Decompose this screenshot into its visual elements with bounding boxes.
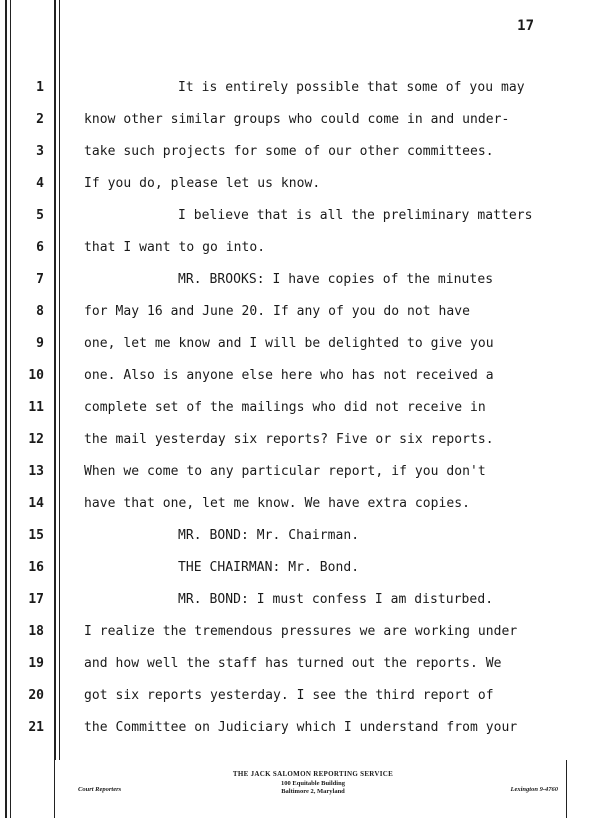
service-name: THE JACK SALOMON REPORTING SERVICE <box>232 770 394 778</box>
transcript-line: I believe that is all the preliminary matters <box>178 208 533 223</box>
line-number: 7 <box>36 272 44 287</box>
transcript-line: for May 16 and June 20. If any of you do not have <box>84 304 470 319</box>
speaker-line: THE CHAIRMAN: Mr. Bond. <box>178 560 360 575</box>
line-number: 9 <box>36 336 44 351</box>
line-number: 21 <box>28 720 44 735</box>
line-number: 2 <box>36 112 44 127</box>
line-number-rule <box>54 0 56 760</box>
line-number: 14 <box>28 496 44 511</box>
left-margin-rule <box>5 0 7 818</box>
transcript-line: I realize the tremendous pressures we are working under <box>84 624 518 639</box>
footer-left-label: Court Reporters <box>78 786 122 793</box>
line-number: 16 <box>28 560 44 575</box>
reporting-service-footer <box>60 768 566 808</box>
line-number: 5 <box>36 208 44 223</box>
line-number: 1 <box>36 80 44 95</box>
line-number: 8 <box>36 304 44 319</box>
service-address-line1: 100 Equitable Building <box>281 780 345 787</box>
line-number: 10 <box>28 368 44 383</box>
left-margin-rule-inner <box>10 0 11 818</box>
footer-left-rule <box>54 760 55 818</box>
line-number: 17 <box>28 592 44 607</box>
line-number: 19 <box>28 656 44 671</box>
transcript-line: If you do, please let us know. <box>84 176 321 191</box>
line-number: 18 <box>28 624 44 639</box>
line-number: 12 <box>28 432 44 447</box>
transcript-line: the Committee on Judiciary which I understand from your <box>84 720 518 735</box>
transcript-line: know other similar groups who could come in and under- <box>84 112 510 127</box>
line-number: 13 <box>28 464 44 479</box>
line-number: 20 <box>28 688 44 703</box>
transcript-line: one, let me know and I will be delighted to give you <box>84 336 494 351</box>
transcript-line: and how well the staff has turned out the reports. We <box>84 656 502 671</box>
line-number: 15 <box>28 528 44 543</box>
service-address-line2: Baltimore 2, Maryland <box>281 788 345 795</box>
line-number: 4 <box>36 176 44 191</box>
transcript-line: one. Also is anyone else here who has not received a <box>84 368 494 383</box>
transcript-line: It is entirely possible that some of you may <box>178 80 525 95</box>
speaker-line: MR. BROOKS: I have copies of the minutes <box>178 272 494 287</box>
transcript-line: that I want to go into. <box>84 240 266 255</box>
speaker-line: MR. BOND: Mr. Chairman. <box>178 528 360 543</box>
footer-right-rule <box>566 760 567 818</box>
line-number: 3 <box>36 144 44 159</box>
line-number: 6 <box>36 240 44 255</box>
speaker-line: MR. BOND: I must confess I am disturbed. <box>178 592 494 607</box>
transcript-line: When we come to any particular report, if you don't <box>84 464 486 479</box>
line-number-rule-inner <box>59 0 60 760</box>
page-number: 17 <box>517 18 534 34</box>
transcript-line: have that one, let me know. We have extra copies. <box>84 496 470 511</box>
transcript-line: take such projects for some of our other committees. <box>84 144 494 159</box>
transcript-line: got six reports yesterday. I see the third report of <box>84 688 494 703</box>
footer-phone: Lexington 9-4760 <box>510 786 558 793</box>
transcript-line: complete set of the mailings who did not receive in <box>84 400 486 415</box>
transcript-line: the mail yesterday six reports? Five or six reports. <box>84 432 494 447</box>
line-number: 11 <box>28 400 44 415</box>
